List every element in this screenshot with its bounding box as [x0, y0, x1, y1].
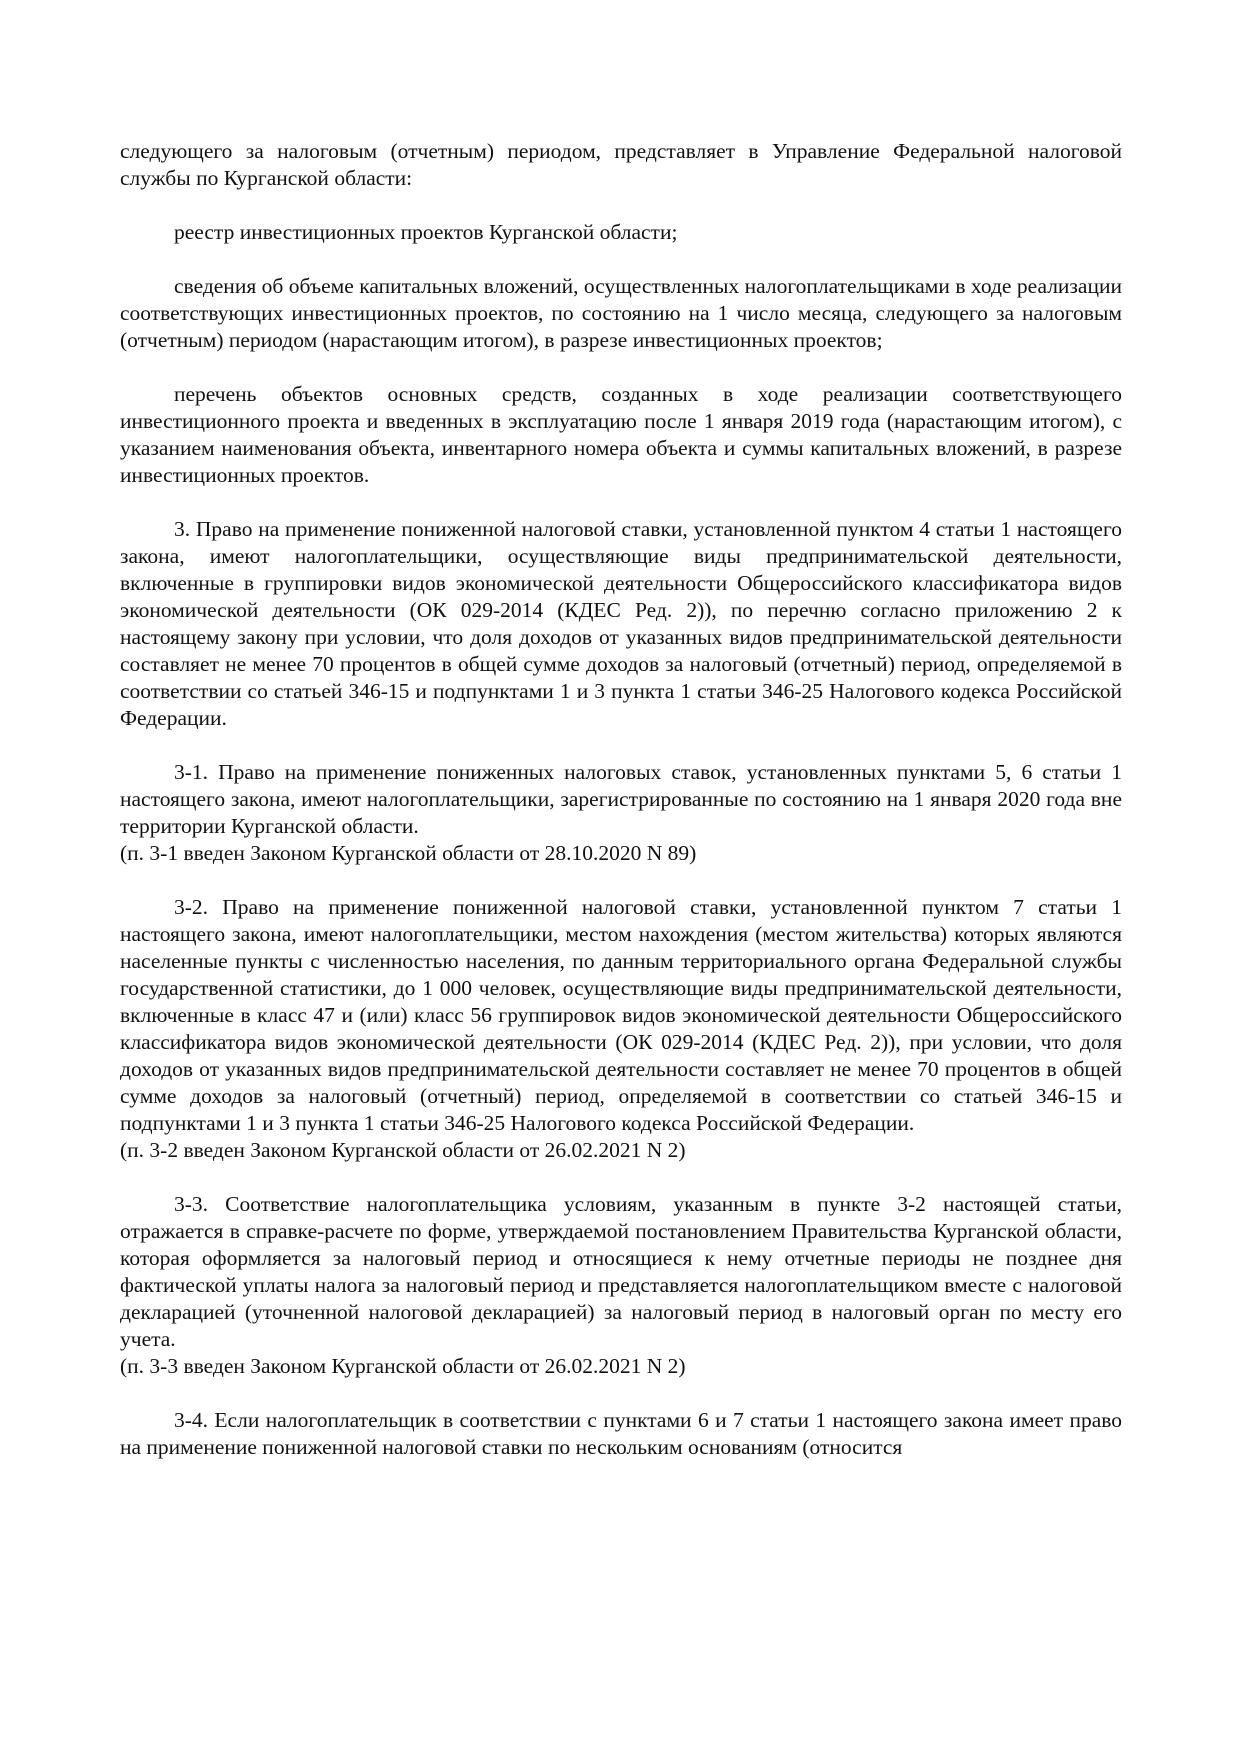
amendment-note-3-1: (п. 3-1 введен Законом Курганской области от 28.10.2020 N 89): [120, 841, 697, 865]
paragraph-fixed-assets-list: перечень объектов основных средств, созданных в ходе реализации соответствующего инвестиционного проекта и введенных в эксплуатацию после 1 января 2019 года (нарастающим итогом), с указанием наименования объекта, инвентарного номера объекта и суммы капитальных вложений, в разрезе инвестиционных проектов.: [120, 382, 1122, 487]
paragraph-clause-3-2: 3-2. Право на применение пониженной налоговой ставки, установленной пунктом 7 статьи 1 настоящего закона, имеют налогоплательщики, местом нахождения (местом жительства) которых являются населенные пункты с численностью населения, по данным территориального органа Федеральной службы государственной статистики, до 1 000 человек, осуществляющие виды предпринимательской деятельности, включенные в класс 47 и (или) класс 56 группировок видов экономической деятельности Общероссийского классификатора видов экономической деятельности (ОК 029-2014 (КДЕС Ред. 2)), при условии, что доля доходов от указанных видов предпринимательской деятельности составляет не менее 70 процентов в общей сумме доходов за налоговый (отчетный) период, определяемой в соответствии со статьей 346-15 и подпунктами 1 и 3 пункта 1 статьи 346-25 Налогового кодекса Российской Федерации.: [120, 895, 1122, 1135]
paragraph-clause-3: 3. Право на применение пониженной налоговой ставки, установленной пунктом 4 статьи 1 настоящего закона, имеют налогоплательщики, осуществляющие виды предпринимательской деятельности, включенные в группировки видов экономической деятельности Общероссийского классификатора видов экономической деятельности (ОК 029-2014 (КДЕС Ред. 2)), по перечню согласно приложению 2 к настоящему закону при условии, что доля доходов от указанных видов предпринимательской деятельности составляет не менее 70 процентов в общей сумме доходов за налоговый (отчетный) период, определяемой в соответствии со статьей 346-15 и подпунктами 1 и 3 пункта 1 статьи 346-25 Налогового кодекса Российской Федерации.: [120, 517, 1122, 730]
amendment-note-3-3: (п. 3-3 введен Законом Курганской области от 26.02.2021 N 2): [120, 1354, 686, 1378]
amendment-note-3-2: (п. 3-2 введен Законом Курганской области от 26.02.2021 N 2): [120, 1138, 686, 1162]
paragraph-clause-3-1: 3-1. Право на применение пониженных налоговых ставок, установленных пунктами 5, 6 статьи 1 настоящего закона, имеют налогоплательщики, зарегистрированные по состоянию на 1 января 2020 года вне территории Курганской области.: [120, 760, 1122, 838]
paragraph-continuation: следующего за налоговым (отчетным) периодом, представляет в Управление Федеральной налоговой службы по Курганской области:: [120, 139, 1122, 190]
paragraph-investment-registry: реестр инвестиционных проектов Курганской области;: [174, 220, 678, 244]
paragraph-clause-3-3: 3-3. Соответствие налогоплательщика условиям, указанным в пункте 3-2 настоящей статьи, отражается в справке-расчете по форме, утверждаемой постановлением Правительства Курганской области, которая оформляется за налоговый период и относящиеся к нему отчетные периоды не позднее дня фактической уплаты налога за налоговый период и представляется налогоплательщиком вместе с налоговой декларацией (уточненной налоговой декларацией) за налоговый период в налоговый орган по месту его учета.: [120, 1192, 1122, 1351]
document-page: [120, 138, 1122, 1488]
paragraph-clause-3-4: 3-4. Если налогоплательщик в соответствии с пунктами 6 и 7 статьи 1 настоящего закона имеет право на применение пониженной налоговой ставки по нескольким основаниям (относится: [120, 1408, 1122, 1459]
paragraph-capital-investments: сведения об объеме капитальных вложений, осуществленных налогоплательщиками в ходе реализации соответствующих инвестиционных проектов, по состоянию на 1 число месяца, следующего за налоговым (отчетным) периодом (нарастающим итогом), в разрезе инвестиционных проектов;: [120, 274, 1122, 352]
